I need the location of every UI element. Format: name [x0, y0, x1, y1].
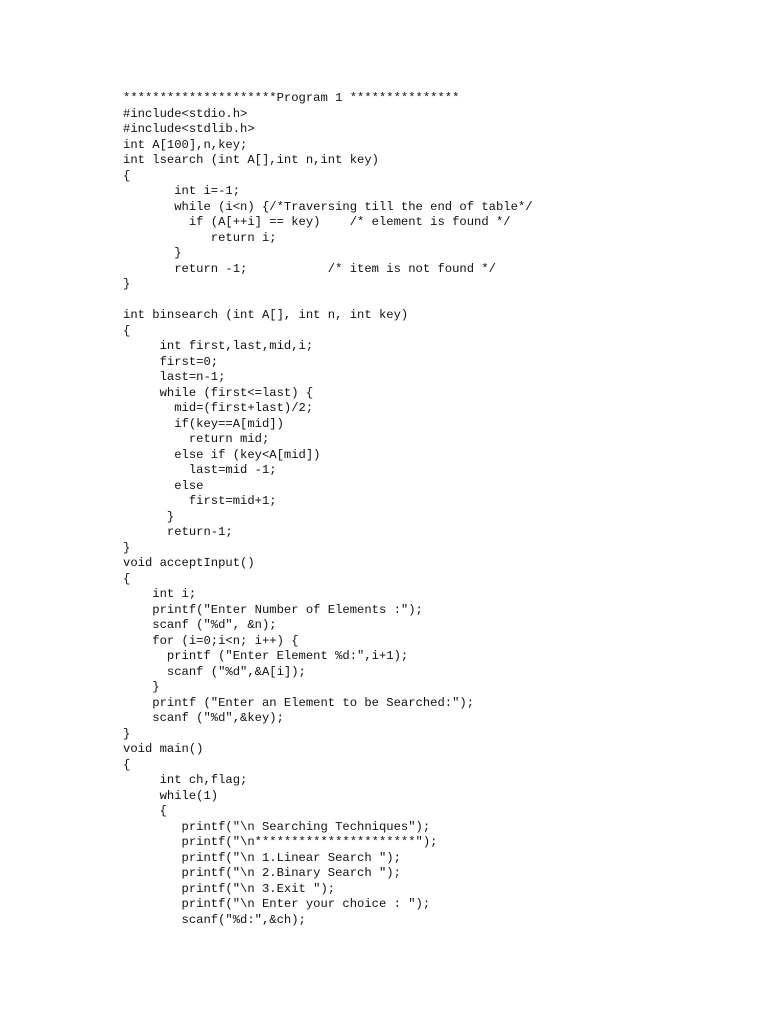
code-line: return i;: [123, 230, 277, 245]
code-line: {: [123, 804, 167, 818]
code-line: first=0;: [123, 354, 219, 369]
code-line: scanf("%d:",&ch);: [123, 912, 306, 927]
code-line: else if (key<A[mid]): [123, 447, 321, 462]
code-line: return mid;: [123, 432, 270, 446]
code-line: first=mid+1;: [123, 494, 277, 508]
code-line: }: [123, 277, 131, 291]
code-line: printf("\n 3.Exit ");: [123, 881, 336, 896]
code-line: while (first<=last) {: [123, 385, 314, 400]
code-line: scanf ("%d",&key);: [123, 711, 284, 725]
code-line: void main(): [123, 742, 204, 756]
code-line: }: [123, 540, 131, 555]
code-line: int i=-1;: [123, 184, 241, 198]
code-line: else: [123, 478, 204, 493]
code-line: printf ("Enter an Element to be Searched:");: [123, 695, 475, 710]
code-line: {: [123, 757, 131, 772]
code-line: for (i=0;i<n; i++) {: [123, 633, 299, 648]
code-line: int ch,flag;: [123, 773, 248, 787]
code-line: printf ("Enter Element %d:",i+1);: [123, 649, 409, 663]
code-line: printf("\n**********************");: [123, 835, 438, 849]
code-line: *********************Program 1 ***************: [123, 91, 460, 105]
code-line: }: [123, 246, 182, 260]
code-line: #include<stdlib.h>: [123, 122, 255, 136]
code-line: {: [123, 168, 131, 183]
code-line: return -1; /* item is not found */: [123, 261, 496, 276]
code-line: {: [123, 571, 131, 586]
code-line: int first,last,mid,i;: [123, 339, 314, 353]
code-listing: [123, 91, 748, 928]
code-line: printf("\n 2.Binary Search ");: [123, 866, 401, 880]
code-line: last=n-1;: [123, 370, 226, 384]
code-line: if (A[++i] == key) /* element is found */: [123, 215, 511, 229]
code-line: int i;: [123, 587, 197, 601]
code-line: while (i<n) {/*Traversing till the end of table*/: [123, 199, 533, 214]
code-line: int lsearch (int A[],int n,int key): [123, 153, 379, 167]
code-line: [123, 293, 748, 309]
code-line: scanf ("%d",&A[i]);: [123, 664, 306, 679]
code-line: int binsearch (int A[], int n, int key): [123, 308, 409, 322]
code-line: printf("Enter Number of Elements :");: [123, 602, 423, 617]
code-line: printf("\n Enter your choice : ");: [123, 897, 431, 911]
code-line: printf("\n 1.Linear Search ");: [123, 850, 401, 865]
code-line: mid=(first+last)/2;: [123, 401, 314, 415]
code-line: scanf ("%d", &n);: [123, 618, 277, 632]
code-line: return-1;: [123, 525, 233, 539]
code-line: void acceptInput(): [123, 556, 255, 570]
code-line: }: [123, 509, 175, 524]
code-line: last=mid -1;: [123, 463, 277, 477]
code-line: {: [123, 323, 131, 338]
code-line: printf("\n Searching Techniques");: [123, 819, 431, 834]
code-line: if(key==A[mid]): [123, 416, 284, 431]
code-line: while(1): [123, 788, 219, 803]
code-line: #include<stdio.h>: [123, 106, 248, 121]
code-line: }: [123, 726, 131, 741]
code-line: int A[100],n,key;: [123, 137, 248, 152]
code-line: }: [123, 680, 160, 694]
